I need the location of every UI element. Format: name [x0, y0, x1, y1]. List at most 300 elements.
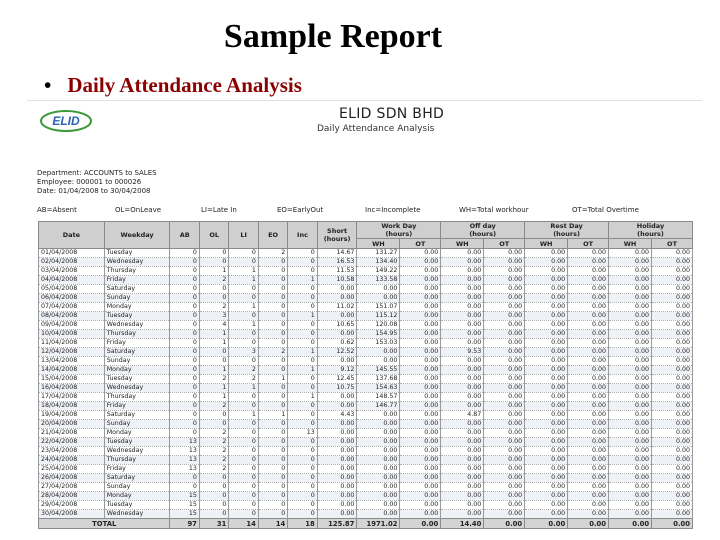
table-cell: 133.58 — [357, 276, 400, 285]
table-cell: 0.00 — [484, 384, 525, 393]
table-cell: 0 — [229, 465, 258, 474]
table-row — [39, 330, 693, 339]
report-image — [27, 100, 702, 533]
table-cell: 0.00 — [568, 474, 609, 483]
table-cell: 0 — [288, 249, 317, 258]
col-workday — [357, 222, 441, 239]
table-cell: 1 — [199, 366, 228, 375]
table-cell: 0 — [199, 249, 228, 258]
total-cell: 0.00 — [484, 519, 525, 529]
table-cell: 0.00 — [568, 258, 609, 267]
table-row — [39, 357, 693, 366]
table-cell: 1 — [229, 303, 258, 312]
table-cell: 0.00 — [652, 447, 693, 456]
table-cell: 0.00 — [484, 474, 525, 483]
table-cell: 16.53 — [317, 258, 357, 267]
table-cell: 0.00 — [609, 366, 652, 375]
table-cell: 0.00 — [357, 501, 400, 510]
table-cell: 2 — [199, 465, 228, 474]
table-cell: 0.00 — [400, 375, 441, 384]
table-cell: 0.00 — [568, 330, 609, 339]
table-cell: 0 — [170, 312, 199, 321]
table-cell: 12.45 — [317, 375, 357, 384]
table-cell: 0.00 — [400, 429, 441, 438]
table-cell: 0.00 — [357, 357, 400, 366]
table-cell: Thursday — [104, 330, 170, 339]
table-cell: 0 — [170, 339, 199, 348]
table-cell: 26/04/2008 — [39, 474, 105, 483]
table-cell: 0.00 — [317, 501, 357, 510]
table-cell: 0.00 — [357, 492, 400, 501]
table-row — [39, 294, 693, 303]
table-cell: 0.00 — [317, 420, 357, 429]
table-cell: 0 — [258, 429, 287, 438]
table-cell: 0.00 — [484, 348, 525, 357]
table-cell: 0.00 — [317, 285, 357, 294]
table-cell: 0.00 — [652, 411, 693, 420]
table-cell: 0.00 — [525, 330, 568, 339]
table-cell: 0 — [258, 474, 287, 483]
subcol-offday-wh: WH — [441, 239, 484, 249]
table-row — [39, 366, 693, 375]
col-holiday — [609, 222, 693, 239]
table-cell: 0 — [170, 348, 199, 357]
col-short — [317, 222, 357, 249]
table-cell: 0.00 — [484, 492, 525, 501]
table-cell: 2 — [199, 429, 228, 438]
table-cell: 0.00 — [400, 321, 441, 330]
table-cell: 0.00 — [441, 465, 484, 474]
table-cell: 3 — [199, 312, 228, 321]
table-cell: Sunday — [104, 357, 170, 366]
table-cell: Sunday — [104, 420, 170, 429]
table-cell: 0.00 — [484, 294, 525, 303]
total-row — [39, 519, 693, 529]
subcol-holiday-ot: OT — [652, 239, 693, 249]
table-cell: 07/04/2008 — [39, 303, 105, 312]
table-cell: 0.00 — [400, 411, 441, 420]
table-cell: 0.00 — [652, 249, 693, 258]
table-cell: 0 — [258, 456, 287, 465]
table-cell: 0.00 — [441, 258, 484, 267]
table-cell: 0.00 — [652, 483, 693, 492]
table-cell: 0.00 — [441, 321, 484, 330]
table-cell: 0 — [288, 339, 317, 348]
table-cell: 0 — [170, 267, 199, 276]
table-cell: 0 — [288, 321, 317, 330]
restday-label: Rest Day — [550, 222, 583, 230]
table-cell: 11.53 — [317, 267, 357, 276]
table-cell: 0.00 — [609, 276, 652, 285]
table-cell: 0.00 — [400, 267, 441, 276]
table-cell: 0.00 — [568, 339, 609, 348]
table-cell: 0.00 — [652, 303, 693, 312]
table-cell: 2 — [229, 366, 258, 375]
table-cell: 4 — [199, 321, 228, 330]
table-cell: Monday — [104, 303, 170, 312]
table-cell: 0 — [170, 294, 199, 303]
table-cell: 25/04/2008 — [39, 465, 105, 474]
table-cell: 0.00 — [484, 258, 525, 267]
table-cell: 0 — [229, 456, 258, 465]
table-cell: 2 — [199, 456, 228, 465]
table-row — [39, 339, 693, 348]
table-cell: 30/04/2008 — [39, 510, 105, 519]
table-cell: 13 — [170, 438, 199, 447]
table-cell: 29/04/2008 — [39, 501, 105, 510]
table-cell: 0.00 — [652, 348, 693, 357]
table-cell: 0.00 — [525, 312, 568, 321]
table-cell: 1 — [199, 339, 228, 348]
table-cell: 0.00 — [317, 312, 357, 321]
table-cell: 13 — [170, 447, 199, 456]
table-cell: 0 — [258, 510, 287, 519]
col-restday — [525, 222, 609, 239]
table-row — [39, 321, 693, 330]
table-cell: 0.00 — [400, 294, 441, 303]
table-cell: 1 — [288, 366, 317, 375]
table-row — [39, 474, 693, 483]
table-cell: 0 — [258, 384, 287, 393]
total-cell: 125.87 — [317, 519, 357, 529]
table-cell: 0.00 — [400, 492, 441, 501]
col-date: Date — [39, 222, 105, 249]
table-cell: 0.00 — [609, 474, 652, 483]
table-cell: 0 — [199, 483, 228, 492]
table-cell: 0 — [170, 483, 199, 492]
table-cell: 16/04/2008 — [39, 384, 105, 393]
table-cell: 0 — [288, 483, 317, 492]
table-cell: 0 — [229, 357, 258, 366]
table-cell: 0.00 — [441, 303, 484, 312]
table-cell: Saturday — [104, 411, 170, 420]
table-row — [39, 429, 693, 438]
table-cell: Monday — [104, 492, 170, 501]
table-cell: 1 — [229, 411, 258, 420]
table-cell: 0 — [170, 285, 199, 294]
table-row — [39, 483, 693, 492]
table-cell: 0.00 — [568, 357, 609, 366]
table-cell: 0.00 — [525, 483, 568, 492]
table-cell: 20/04/2008 — [39, 420, 105, 429]
table-cell: 0.00 — [609, 483, 652, 492]
total-cell: 1971.02 — [357, 519, 400, 529]
table-cell: 09/04/2008 — [39, 321, 105, 330]
total-label: TOTAL — [39, 519, 170, 529]
table-row — [39, 411, 693, 420]
table-cell: 0.00 — [525, 357, 568, 366]
table-cell: 0 — [229, 492, 258, 501]
table-cell: 1 — [229, 321, 258, 330]
table-cell: 131.27 — [357, 249, 400, 258]
table-cell: 0.00 — [441, 330, 484, 339]
table-cell: 0.00 — [441, 312, 484, 321]
table-cell: Tuesday — [104, 249, 170, 258]
table-cell: 0.00 — [652, 357, 693, 366]
table-cell: 23/04/2008 — [39, 447, 105, 456]
table-cell: 0 — [170, 357, 199, 366]
table-cell: 0 — [288, 492, 317, 501]
meta-employee: Employee: 000001 to 000026 — [37, 178, 142, 186]
table-cell: 0 — [229, 249, 258, 258]
table-cell: 0.00 — [357, 456, 400, 465]
table-cell: 0 — [170, 393, 199, 402]
table-cell: 0.00 — [652, 429, 693, 438]
table-cell: 0.00 — [609, 411, 652, 420]
table-cell: 120.08 — [357, 321, 400, 330]
table-cell: 1 — [258, 411, 287, 420]
table-cell: 0.00 — [484, 438, 525, 447]
table-cell: 0.00 — [525, 267, 568, 276]
table-cell: 0 — [288, 384, 317, 393]
table-cell: 0.00 — [525, 429, 568, 438]
offday-label: Off day — [469, 222, 496, 230]
table-cell: Wednesday — [104, 258, 170, 267]
table-cell: 03/04/2008 — [39, 267, 105, 276]
table-cell: 0.00 — [525, 420, 568, 429]
table-cell: 0.00 — [652, 438, 693, 447]
table-cell: 0.00 — [400, 483, 441, 492]
table-cell: 0.00 — [357, 510, 400, 519]
table-cell: 0.00 — [568, 276, 609, 285]
table-cell: 0 — [229, 483, 258, 492]
table-row — [39, 348, 693, 357]
legend-workhour: WH=Total workhour — [459, 206, 529, 214]
table-cell: 0 — [258, 366, 287, 375]
table-cell: 0.00 — [400, 276, 441, 285]
restday-unit: (hours) — [553, 230, 580, 238]
table-row — [39, 249, 693, 258]
table-cell: 145.55 — [357, 366, 400, 375]
table-cell: Thursday — [104, 393, 170, 402]
table-cell: 0.00 — [441, 510, 484, 519]
table-cell: 0 — [288, 267, 317, 276]
table-row — [39, 456, 693, 465]
table-cell: 1 — [229, 384, 258, 393]
legend-earlyout: EO=EarlyOut — [277, 206, 324, 214]
table-cell: 0 — [288, 258, 317, 267]
table-cell: 0 — [258, 447, 287, 456]
table-cell: 0.00 — [609, 258, 652, 267]
table-cell: 0 — [288, 285, 317, 294]
table-cell: 0.00 — [357, 465, 400, 474]
table-cell: 0 — [170, 384, 199, 393]
table-cell: 0.00 — [400, 393, 441, 402]
table-cell: 0.00 — [568, 285, 609, 294]
table-cell: 10/04/2008 — [39, 330, 105, 339]
table-cell: 0.00 — [609, 492, 652, 501]
logo-text: ELID — [52, 114, 80, 128]
total-cell: 0.00 — [400, 519, 441, 529]
table-cell: 0.00 — [568, 501, 609, 510]
table-cell: 0 — [199, 348, 228, 357]
short-label: Short — [327, 227, 348, 235]
table-cell: 0.00 — [484, 411, 525, 420]
table-cell: 2 — [199, 447, 228, 456]
table-cell: 10.65 — [317, 321, 357, 330]
table-cell: Wednesday — [104, 321, 170, 330]
table-cell: 0 — [170, 330, 199, 339]
legend-absent: AB=Absent — [37, 206, 77, 214]
table-cell: 0 — [170, 420, 199, 429]
table-cell: 0.00 — [400, 357, 441, 366]
table-cell: 1 — [199, 330, 228, 339]
table-row — [39, 375, 693, 384]
table-cell: 0.00 — [525, 474, 568, 483]
table-cell: 0.00 — [317, 429, 357, 438]
table-cell: 2 — [229, 375, 258, 384]
table-cell: 0 — [288, 375, 317, 384]
table-cell: 2 — [199, 303, 228, 312]
table-row — [39, 312, 693, 321]
table-cell: 0.00 — [357, 285, 400, 294]
table-cell: 0 — [258, 258, 287, 267]
table-cell: 28/04/2008 — [39, 492, 105, 501]
table-cell: 0.00 — [357, 483, 400, 492]
total-cell: 31 — [199, 519, 228, 529]
table-cell: 0 — [288, 456, 317, 465]
table-cell: 0.00 — [568, 303, 609, 312]
legend-onleave: OL=OnLeave — [115, 206, 162, 214]
table-cell: 15 — [170, 492, 199, 501]
table-cell: 13 — [170, 456, 199, 465]
table-cell: 08/04/2008 — [39, 312, 105, 321]
table-cell: Thursday — [104, 456, 170, 465]
table-cell: 0.00 — [400, 402, 441, 411]
table-cell: 0.00 — [609, 429, 652, 438]
table-row — [39, 267, 693, 276]
table-cell: 0.00 — [568, 375, 609, 384]
table-cell: 0.00 — [441, 501, 484, 510]
table-cell: 137.68 — [357, 375, 400, 384]
subcol-offday-ot: OT — [484, 239, 525, 249]
table-cell: 0 — [199, 474, 228, 483]
table-cell: 0.00 — [441, 384, 484, 393]
meta-department: Department: ACCOUNTS to SALES — [37, 169, 157, 177]
table-cell: 0.00 — [400, 258, 441, 267]
table-cell: 14/04/2008 — [39, 366, 105, 375]
table-cell: 0 — [170, 375, 199, 384]
table-cell: 0 — [288, 438, 317, 447]
table-cell: 0.00 — [484, 285, 525, 294]
table-cell: 0.00 — [568, 366, 609, 375]
table-cell: 9.53 — [441, 348, 484, 357]
table-cell: 0.00 — [484, 303, 525, 312]
table-cell: 0.00 — [525, 393, 568, 402]
table-cell: 0 — [170, 249, 199, 258]
table-cell: 0.00 — [400, 501, 441, 510]
total-cell: 0.00 — [525, 519, 568, 529]
table-cell: 0.00 — [525, 438, 568, 447]
table-cell: 0 — [288, 420, 317, 429]
table-cell: Monday — [104, 366, 170, 375]
table-cell: 149.22 — [357, 267, 400, 276]
table-cell: 0 — [170, 474, 199, 483]
col-inc: Inc — [288, 222, 317, 249]
table-cell: 9.12 — [317, 366, 357, 375]
table-cell: 0 — [229, 312, 258, 321]
table-cell: 0.00 — [568, 402, 609, 411]
table-cell: 0 — [258, 285, 287, 294]
table-cell: 0.00 — [400, 285, 441, 294]
table-cell: 0.00 — [484, 483, 525, 492]
table-cell: 2 — [199, 276, 228, 285]
table-cell: 0 — [229, 447, 258, 456]
table-cell: 0.00 — [441, 267, 484, 276]
table-row — [39, 501, 693, 510]
table-cell: 10.58 — [317, 276, 357, 285]
bullet-item — [44, 73, 302, 98]
table-cell: 0 — [258, 294, 287, 303]
table-cell: 0.00 — [652, 402, 693, 411]
slide-title: Sample Report — [223, 18, 443, 55]
table-cell: 2 — [199, 375, 228, 384]
table-cell: 15 — [170, 510, 199, 519]
table-cell: 0.00 — [357, 438, 400, 447]
table-row — [39, 402, 693, 411]
table-cell: 0.00 — [441, 474, 484, 483]
table-cell: 0.00 — [525, 348, 568, 357]
table-cell: 0.00 — [441, 402, 484, 411]
table-cell: 0 — [258, 267, 287, 276]
table-cell: 12/04/2008 — [39, 348, 105, 357]
table-cell: 0.00 — [441, 285, 484, 294]
total-cell: 14 — [229, 519, 258, 529]
table-cell: 0.00 — [525, 303, 568, 312]
table-cell: 0.00 — [652, 510, 693, 519]
table-cell: 0 — [258, 483, 287, 492]
table-cell: 0 — [170, 411, 199, 420]
table-cell: 0.00 — [484, 330, 525, 339]
company-logo-icon — [39, 107, 93, 133]
table-cell: 11.02 — [317, 303, 357, 312]
table-cell: Sunday — [104, 294, 170, 303]
table-cell: 0.00 — [652, 285, 693, 294]
table-cell: 0.00 — [400, 420, 441, 429]
table-cell: 0 — [170, 402, 199, 411]
table-cell: 2 — [258, 249, 287, 258]
table-cell: 0.00 — [568, 438, 609, 447]
table-cell: 0.00 — [400, 366, 441, 375]
table-cell: 1 — [199, 384, 228, 393]
table-cell: 1 — [258, 375, 287, 384]
table-cell: 22/04/2008 — [39, 438, 105, 447]
table-cell: 11/04/2008 — [39, 339, 105, 348]
table-cell: 0.00 — [609, 447, 652, 456]
attendance-table — [38, 221, 693, 529]
table-cell: 0 — [229, 402, 258, 411]
col-li: LI — [229, 222, 258, 249]
table-cell: 0.00 — [484, 420, 525, 429]
table-cell: 18/04/2008 — [39, 402, 105, 411]
table-cell: 0 — [199, 285, 228, 294]
table-cell: 0.00 — [609, 249, 652, 258]
table-cell: 0 — [199, 510, 228, 519]
table-cell: Wednesday — [104, 510, 170, 519]
col-ab: AB — [170, 222, 199, 249]
table-cell: 0.00 — [525, 276, 568, 285]
table-cell: 0.00 — [652, 393, 693, 402]
table-cell: 0.00 — [568, 384, 609, 393]
total-cell: 14 — [258, 519, 287, 529]
table-cell: 0.00 — [568, 267, 609, 276]
table-cell: 0 — [170, 321, 199, 330]
table-cell: 0.00 — [484, 357, 525, 366]
subcol-restday-wh: WH — [525, 239, 568, 249]
table-cell: 154.95 — [357, 330, 400, 339]
table-cell: 153.03 — [357, 339, 400, 348]
table-cell: 0 — [288, 357, 317, 366]
